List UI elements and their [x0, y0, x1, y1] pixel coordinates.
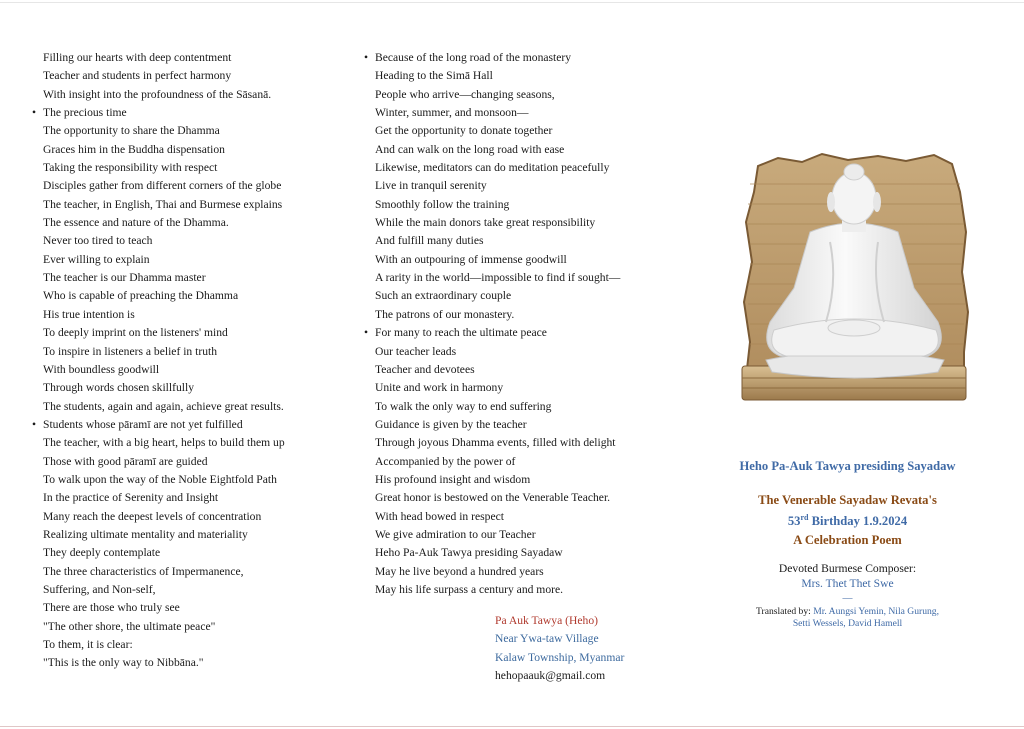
poem-line: The teacher is our Dhamma master [43, 271, 206, 285]
poem-line: Likewise, meditators can do meditation peacefully [375, 161, 610, 175]
birthday-date: Birthday 1.9.2024 [808, 514, 908, 529]
poem-line: May he live beyond a hundred years [375, 564, 544, 578]
poem-line: Ever willing to explain [43, 252, 150, 266]
poem-line: The teacher, with a big heart, helps to build them up [43, 436, 285, 450]
poem-line: Filling our hearts with deep contentment [43, 51, 232, 64]
poem-line: With head bowed in respect [375, 509, 504, 523]
email-address[interactable]: hehopaauk@gmail.com [495, 669, 606, 683]
poem-line: Who is capable of preaching the Dhamma [43, 289, 239, 303]
monastery-name: Pa Auk Tawya (Heho) [495, 614, 598, 627]
poem-line: "This is the only way to Nibbāna." [43, 656, 204, 670]
translators-line-2: Setti Wessels, David Hamell [792, 618, 903, 629]
composer-label: Devoted Burmese Composer: [778, 562, 917, 575]
poem-line: Heho Pa-Auk Tawya presiding Sayadaw [375, 546, 563, 560]
title-sayadaw-name: The Venerable Sayadaw Revata's [758, 493, 937, 507]
poem-line: People who arrive—changing seasons, [375, 87, 555, 101]
village-line: Near Ywa-taw Village [495, 632, 599, 646]
poem-line: In the practice of Serenity and Insight [43, 491, 219, 505]
poem-line: Suffering, and Non-self, [43, 582, 156, 596]
translators-line-1: Mr. Aungsi Yemin, Nila Gurung, [813, 606, 939, 617]
poem-line: • For many to reach the ultimate peace [375, 324, 620, 342]
poem-line: To deeply imprint on the listeners' mind [43, 326, 228, 340]
poem-line: Unite and work in harmony [375, 381, 504, 395]
contact-block [495, 612, 624, 686]
poem-title-block [705, 491, 990, 549]
poem-line: Taking the responsibility with respect [43, 161, 218, 175]
poem-line: There are those who truly see [43, 601, 180, 615]
poem-line: A rarity in the world—impossible to find if sought— [375, 271, 621, 285]
top-rule [0, 2, 1024, 3]
buddha-statue-image [738, 152, 970, 402]
poem-line: Graces him in the Buddha dispensation [43, 142, 225, 156]
poem-line: Teacher and devotees [375, 362, 475, 376]
poem-line: Through joyous Dhamma events, filled with delight [375, 436, 616, 450]
poem-line: The teacher, in English, Thai and Burmese explains [43, 197, 283, 211]
poem-line: May his life surpass a century and more. [375, 582, 564, 596]
poem-line: The three characteristics of Impermanence, [43, 564, 244, 578]
poem-line: Guidance is given by the teacher [375, 417, 527, 431]
poem-line: We give admiration to our Teacher [375, 527, 536, 541]
poem-line: Disciples gather from different corners of the globe [43, 179, 282, 193]
poem-line: Teacher and students in perfect harmony [43, 69, 232, 83]
poem-line: Those with good pāramī are guided [43, 454, 208, 468]
poem-line: Winter, summer, and monsoon— [375, 106, 529, 120]
poem-line: With boundless goodwill [43, 362, 160, 376]
poem-line: They deeply contemplate [43, 546, 161, 560]
poem-line: Realizing ultimate mentality and materiality [43, 527, 248, 541]
poem-line: To walk the only way to end suffering [375, 399, 552, 413]
poem-line: Accompanied by the power of [375, 454, 516, 468]
poem-line: His true intention is [43, 307, 135, 321]
poem-line: "The other shore, the ultimate peace" [43, 619, 216, 633]
separator-dash: — [842, 593, 853, 604]
translated-label: Translated by: [755, 606, 814, 617]
township-line: Kalaw Township, Myanmar [495, 650, 625, 664]
poem-line: With insight into the profoundness of the Sāsanā. [43, 87, 272, 101]
poem-line: And can walk on the long road with ease [375, 142, 565, 156]
poem-line: • The precious time [43, 104, 285, 122]
poem-line: The students, again and again, achieve great results. [43, 399, 284, 413]
poem-column-middle [375, 49, 620, 599]
poem-line: With an outpouring of immense goodwill [375, 252, 567, 266]
poem-line: Many reach the deepest levels of concentration [43, 509, 262, 523]
title-birthday [705, 509, 990, 531]
translators-block [705, 606, 990, 630]
composer-name: Mrs. Thet Thet Swe [801, 576, 894, 590]
poem-line: Through words chosen skillfully [43, 381, 195, 395]
poem-line: Great honor is bestowed on the Venerable Teacher. [375, 491, 611, 505]
poem-line: And fulfill many duties [375, 234, 484, 248]
poem-line: The opportunity to share the Dhamma [43, 124, 220, 138]
presiding-sayadaw-heading: Heho Pa-Auk Tawya presiding Sayadaw [739, 459, 956, 473]
bottom-rule [0, 726, 1024, 727]
poem-line: To walk upon the way of the Noble Eightfold Path [43, 472, 277, 486]
poem-line: Get the opportunity to donate together [375, 124, 553, 138]
poem-line: To inspire in listeners a belief in truth [43, 344, 218, 358]
birthday-number: 53 [787, 514, 801, 529]
poem-line: • Students whose pāramī are not yet fulfilled [43, 416, 285, 434]
poem-line: Never too tired to teach [43, 234, 153, 248]
poem-line: Heading to the Simā Hall [375, 69, 493, 83]
poem-line: To them, it is clear: [43, 638, 133, 651]
poem-line: Our teacher leads [375, 344, 457, 358]
poem-line: • Because of the long road of the monastery [375, 49, 620, 67]
poem-line: The essence and nature of the Dhamma. [43, 216, 229, 230]
composer-block [705, 562, 990, 591]
poem-line: While the main donors take great responsibility [375, 216, 596, 230]
poem-line: The patrons of our monastery. [375, 307, 515, 321]
poem-line: Such an extraordinary couple [375, 289, 512, 303]
poem-line: His profound insight and wisdom [375, 472, 531, 486]
poem-column-left [43, 49, 285, 673]
poem-line: Smoothly follow the training [375, 197, 510, 211]
title-celebration-poem: A Celebration Poem [793, 533, 902, 547]
poem-line: Live in tranquil serenity [375, 179, 487, 193]
birthday-suffix: rd [800, 513, 809, 523]
